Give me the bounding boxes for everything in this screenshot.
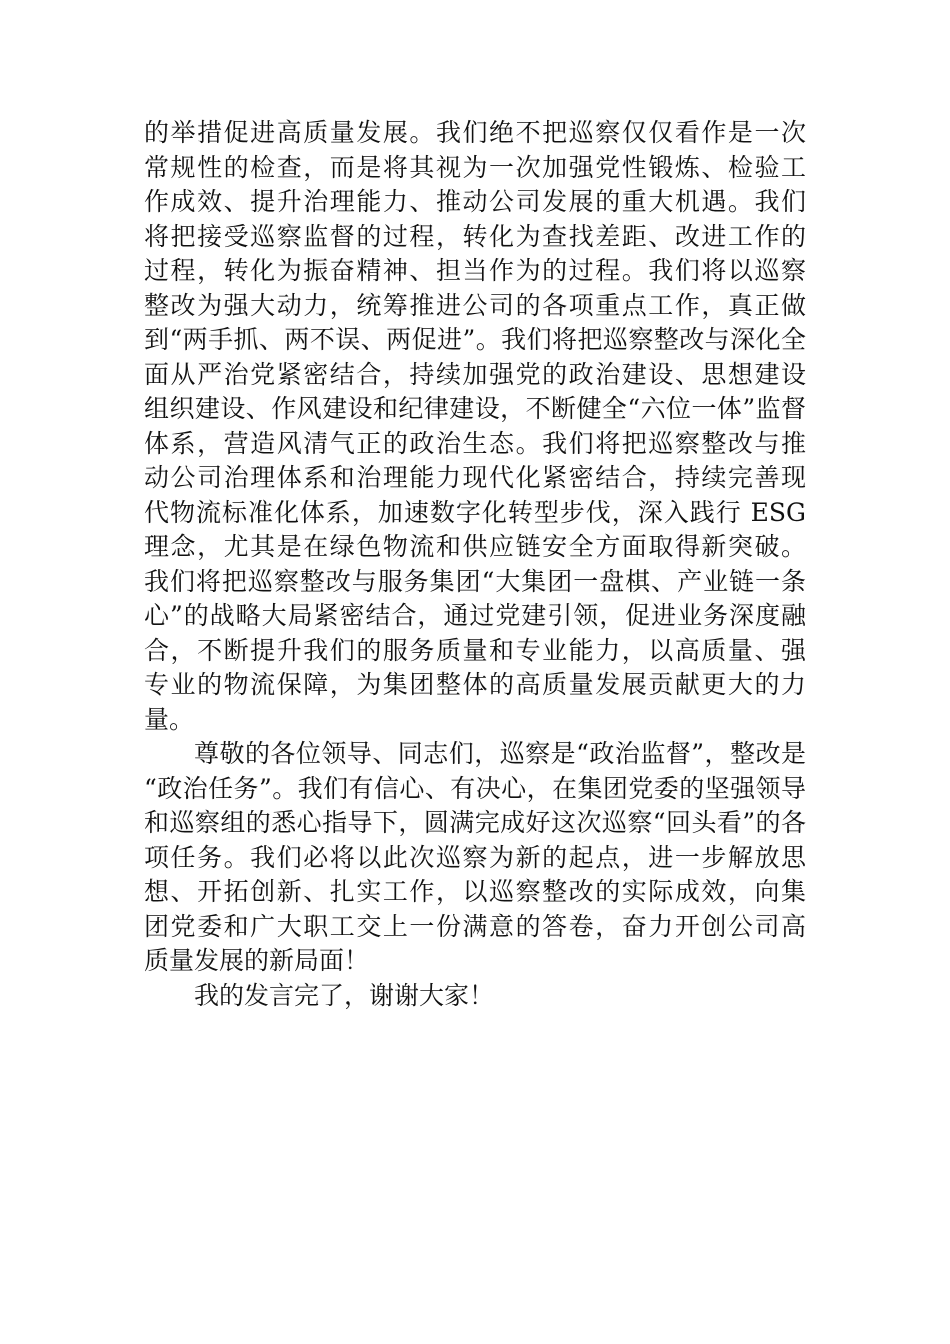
text-line: 的举措促进高质量发展。我们绝不把巡察仅仅看作是一次 [144, 118, 806, 147]
text-line: 将把接受巡察监督的过程，转化为查找差距、改进工作的 [144, 221, 806, 251]
text-line: “政治任务”。我们有信心、有决心，在集团党委的坚强领导 [144, 773, 806, 803]
text-line: 作成效、提升治理能力、推动公司发展的重大机遇。我们 [144, 187, 806, 216]
text-line: 理念，尤其是在绿色物流和供应链安全方面取得新突破。 [144, 532, 806, 561]
text-line: 常规性的检查，而是将其视为一次加强党性锻炼、检验工 [144, 152, 806, 182]
text-line: 到“两手抓、两不误、两促进”。我们将把巡察整改与深化全 [144, 325, 806, 354]
text-line: 心”的战略大局紧密结合，通过党建引领，促进业务深度融 [144, 601, 806, 630]
closing-line: 我的发言完了，谢谢大家！ [194, 980, 495, 1010]
text-line: 代物流标准化体系，加速数字化转型步伐，深入践行 ESG [144, 497, 806, 527]
text-line: 过程，转化为振奋精神、担当作为的过程。我们将以巡察 [144, 256, 806, 285]
text-line: 整改为强大动力，统筹推进公司的各项重点工作，真正做 [144, 290, 806, 320]
text-line: 合，不断提升我们的服务质量和专业能力，以高质量、强 [144, 635, 806, 665]
text-line: 动公司治理体系和治理能力现代化紧密结合，持续完善现 [144, 463, 806, 492]
text-line: 和巡察组的悉心指导下，圆满完成好这次巡察“回头看”的各 [144, 808, 806, 837]
text-line: 面从严治党紧密结合，持续加强党的政治建设、思想建设 [144, 359, 806, 389]
paragraph-end-line: 量。 [144, 704, 195, 734]
speech-text [144, 116, 806, 1013]
text-line: 团党委和广大职工交上一份满意的答卷，奋力开创公司高 [144, 911, 806, 941]
paragraph-end-line: 质量发展的新局面！ [144, 946, 370, 975]
text-line: 项任务。我们必将以此次巡察为新的起点，进一步解放思 [144, 842, 806, 872]
text-line: 组织建设、作风建设和纪律建设，不断健全“六位一体”监督 [144, 394, 806, 423]
text-line: 体系，营造风清气正的政治生态。我们将把巡察整改与推 [144, 428, 806, 458]
text-line: 想、开拓创新、扎实工作，以巡察整改的实际成效，向集 [144, 877, 806, 906]
text-line: 我们将把巡察整改与服务集团“大集团一盘棋、产业链一条 [144, 566, 806, 596]
text-line: 专业的物流保障，为集团整体的高质量发展贡献更大的力 [144, 670, 806, 699]
paragraph-first-line: 尊敬的各位领导、同志们，巡察是“政治监督”，整改是 [194, 739, 806, 768]
